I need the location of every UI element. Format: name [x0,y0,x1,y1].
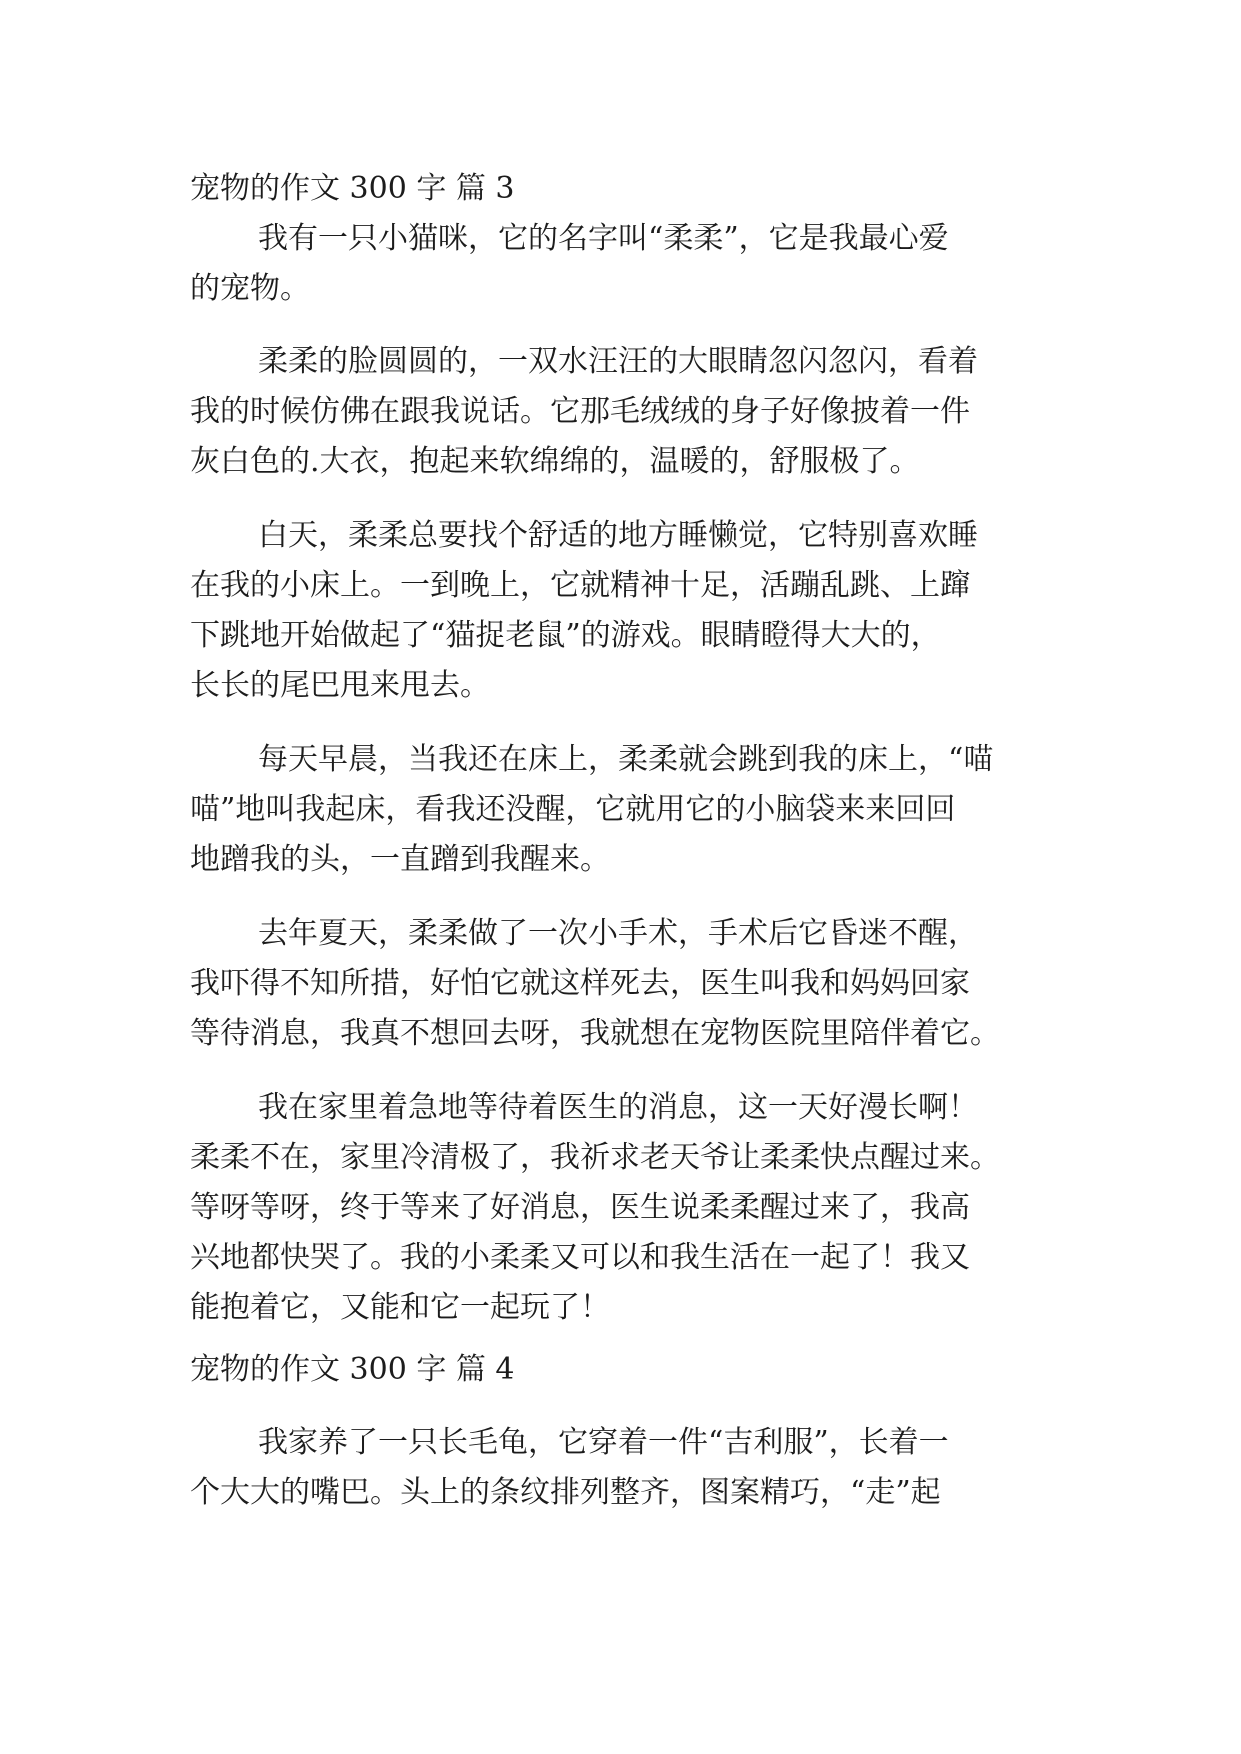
text-line: 我在家里着急地等待着医生的消息，这一天好漫长啊！ [258,1090,978,1125]
text-line: 地蹭我的头，一直蹭到我醒来。 [190,842,610,877]
text-line: 喵”地叫我起床，看我还没醒，它就用它的小脑袋来来回回 [190,792,956,827]
section-heading: 宠物的作文 300 字 篇 3 [190,171,515,206]
text-line: 的宠物。 [190,271,310,306]
text-line: 长长的尾巴甩来甩去。 [190,668,490,703]
text-line: 兴地都快哭了。我的小柔柔又可以和我生活在一起了！我又 [190,1240,970,1275]
text-line: 灰白色的.大衣，抱起来软绵绵的，温暖的，舒服极了。 [190,444,920,479]
text-line: 等待消息，我真不想回去呀，我就想在宠物医院里陪伴着它。 [190,1016,1000,1051]
text-line: 白天，柔柔总要找个舒适的地方睡懒觉，它特别喜欢睡 [258,518,978,553]
text-line: 等呀等呀，终于等来了好消息，医生说柔柔醒过来了，我高 [190,1190,970,1225]
text-line: 我有一只小猫咪，它的名字叫“柔柔”，它是我最心爱 [258,221,949,256]
section-heading: 宠物的作文 300 字 篇 4 [190,1352,515,1387]
text-line: 能抱着它，又能和它一起玩了！ [190,1290,610,1325]
text-line: 我吓得不知所措，好怕它就这样死去，医生叫我和妈妈回家 [190,966,970,1001]
text-line: 去年夏天，柔柔做了一次小手术，手术后它昏迷不醒， [258,916,978,951]
text-line: 柔柔不在，家里冷清极了，我祈求老天爷让柔柔快点醒过来。 [190,1140,1000,1175]
text-line: 下跳地开始做起了“猫捉老鼠”的游戏。眼睛瞪得大大的， [190,618,941,653]
text-line: 在我的小床上。一到晚上，它就精神十足，活蹦乱跳、上蹿 [190,568,970,603]
text-line: 每天早晨，当我还在床上，柔柔就会跳到我的床上，“喵 [258,742,994,777]
text-line: 我家养了一只长毛龟，它穿着一件“吉利服”，长着一 [258,1425,949,1460]
text-line: 柔柔的脸圆圆的，一双水汪汪的大眼睛忽闪忽闪，看着 [258,344,978,379]
text-line: 个大大的嘴巴。头上的条纹排列整齐，图案精巧，“走”起 [190,1475,941,1510]
text-line: 我的时候仿佛在跟我说话。它那毛绒绒的身子好像披着一件 [190,394,970,429]
